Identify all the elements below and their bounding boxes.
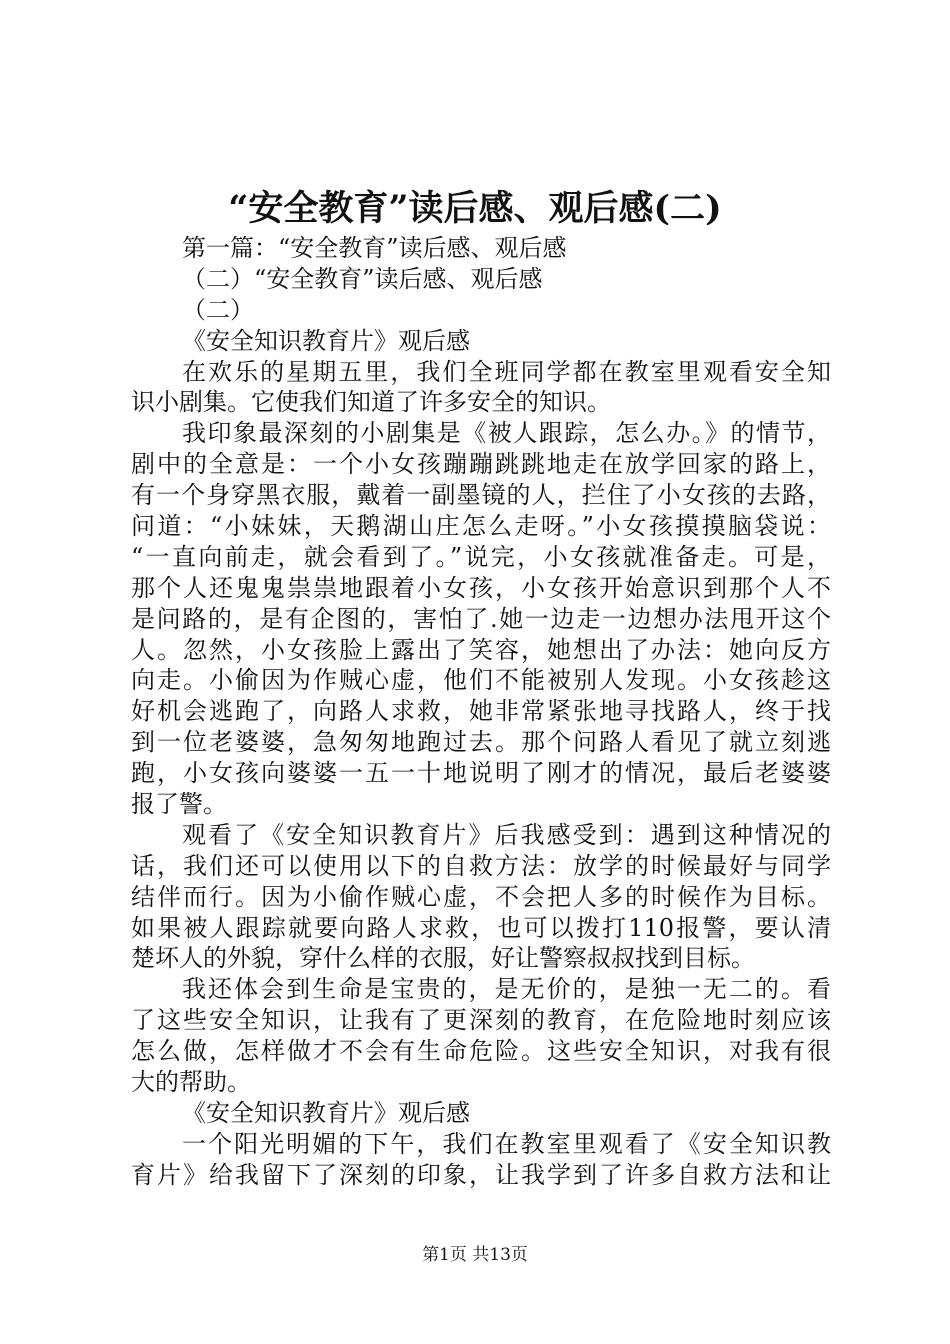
text-line: 报了警。 [131, 790, 227, 819]
document-body [131, 233, 831, 1191]
text-line: 是问路的，是有企图的，害怕了.她一边走一边想办法甩开这个 [131, 604, 831, 633]
text-line: 怎么做，怎样做才不会有生命危险。这些安全知识，对我有很 [131, 1037, 831, 1066]
text-line: 剧中的全意是：一个小女孩蹦蹦跳跳地走在放学回家的路上， [131, 450, 831, 479]
text-line: 大的帮助。 [131, 1068, 251, 1097]
text-line: 那个人还鬼鬼祟祟地跟着小女孩，小女孩开始意识到那个人不 [131, 573, 831, 602]
text-line: 我还体会到生命是宝贵的，是无价的，是独一无二的。看 [182, 975, 831, 1004]
text-line: 人。忽然，小女孩脸上露出了笑容，她想出了办法：她向反方 [131, 635, 831, 664]
page-title: “安全教育”读后感、观后感(二) [228, 188, 722, 229]
text-line: 育片》给我留下了深刻的印象，让我学到了许多自救方法和让 [131, 1160, 831, 1189]
text-line: 楚坏人的外貌，穿什么样的衣服，好让警察叔叔找到目标。 [131, 944, 755, 973]
text-line: （二） [182, 295, 254, 324]
text-line: 在欢乐的星期五里，我们全班同学都在教室里观看安全知 [182, 357, 831, 386]
text-line: 跑，小女孩向婆婆一五一十地说明了刚才的情况，最后老婆婆 [131, 759, 831, 788]
text-line: 识小剧集。它使我们知道了许多安全的知识。 [131, 388, 611, 417]
text-line: 向走。小偷因为作贼心虚，他们不能被别人发现。小女孩趁这 [131, 666, 831, 695]
text-line: 话，我们还可以使用以下的自救方法：放学的时候最好与同学 [131, 851, 831, 880]
text-line: 一个阳光明媚的下午，我们在教室里观看了《安全知识教 [182, 1129, 831, 1158]
text-line: 好机会逃跑了，向路人求救，她非常紧张地寻找路人，终于找 [131, 697, 831, 726]
text-line: 结伴而行。因为小偷作贼心虚，不会把人多的时候作为目标。 [131, 882, 831, 911]
text-line: 《安全知识教育片》观后感 [182, 326, 470, 355]
text-line: 有一个身穿黑衣服，戴着一副墨镜的人，拦住了小女孩的去路， [131, 481, 831, 510]
text-line: 到一位老婆婆，急匆匆地跑过去。那个问路人看见了就立刻逃 [131, 728, 831, 757]
text-line: （二）“安全教育”读后感、观后感 [182, 264, 543, 293]
page-footer: 第1页 共13页 [422, 1245, 528, 1265]
text-line: 观看了《安全知识教育片》后我感受到：遇到这种情况的 [182, 820, 831, 849]
text-line: 我印象最深刻的小剧集是《被人跟踪，怎么办。》的情节， [182, 419, 831, 448]
text-line: 《安全知识教育片》观后感 [182, 1098, 470, 1127]
text-line: 如果被人跟踪就要向路人求救，也可以拨打110报警，要认清 [131, 913, 831, 942]
text-line: 问道：“小妹妹，天鹅湖山庄怎么走呀。”小女孩摸摸脑袋说： [131, 512, 831, 541]
text-line: 第一篇：“安全教育”读后感、观后感 [182, 234, 567, 262]
text-line: 了这些安全知识，让我有了更深刻的教育，在危险地时刻应该 [131, 1006, 831, 1035]
text-line: “一直向前走，就会看到了。”说完，小女孩就准备走。可是， [131, 542, 831, 571]
